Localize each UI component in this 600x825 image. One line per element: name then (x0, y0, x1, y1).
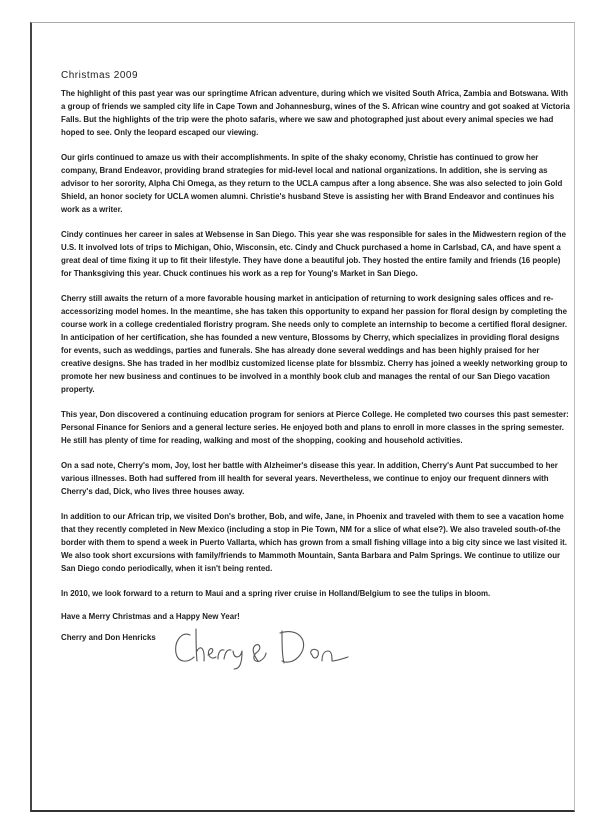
paragraph-travels: In addition to our African trip, we visited Don's brother, Bob, and wife, Jane, in Phoenix and traveled with them to see a vacation home that they recently completed in New Mexico (including a stop in Pie Town, NM for a slice of what else?). We also traveled south-of-the border with them to spend a week in Puerto Vallarta, which has grown from a small fishing village into a big city since we last visited it. We also took short excursions with family/friends to Mammoth Mountain, Santa Barbara and Palm Springs. We continue to utilize our San Diego condo periodically, when it isn't being rented. (61, 512, 567, 573)
paragraph-cherry: Cherry still awaits the return of a more favorable housing market in anticipation of returning to work designing sales offices and re-accessorizing model homes. In the meantime, she has taken this opportunity to expand her passion for floral design by completing the course work in a college credentialed floristry program. She needs only to complete an internship to become a certified floral designer. In anticipation of her certification, she has founded a new venture, Blossoms by Cherry, which specializes in providing floral designs for events, such as weddings, parties and funerals. She has already done several weddings and has been highly praised for her creative designs. She has traded in her modlbiz customized license plate for blssmbiz. Cherry has joined a weekly networking group to promote her new business and continues to be involved in a monthly book club and manages the rental of our San Diego vacation property. (61, 294, 568, 394)
paragraph-girls: Our girls continued to amaze us with their accomplishments. In spite of the shaky economy, Christie has continued to grow her company, Brand Endeavor, providing brand strategies for mid-level local and national organizations. In addition, she is serving as advisor to her sorority, Alpha Chi Omega, as they return to the UCLA campus after a long absence. She was also selected to join Gold Shield, an honor society for UCLA women alumni. Christie's husband Steve is assisting her with Brand Endeavor and continues his work as a writer. (61, 153, 563, 214)
paragraph-cindy: Cindy continues her career in sales at Websense in San Diego. This year she was responsible for sales in the Midwestern region of the U.S. It involved lots of trips to Michigan, Ohio, Wisconsin, etc. Cindy and Chuck purchased a home in Carlsbad, CA, and have spent a great deal of time fixing it up to fit their lifestyle. They have done a beautiful job. They hosted the entire family and friends (16 people) for Thanksgiving this year. Chuck continues his work as a rep for Young's Market in San Diego. (61, 230, 567, 278)
paragraph-africa: The highlight of this past year was our springtime African adventure, during which we visited South Africa, Zambia and Botswana. With a group of friends we sampled city life in Cape Town and Johannesburg, wines of the S. African wine country and got soaked at Victoria Falls. But the highlights of the trip were the photo safaris, where we saw and photographed just about every animal species we had hoped to see. Only the leopard escaped our viewing. (61, 89, 570, 137)
signoff-row (61, 631, 571, 671)
paragraph-sad-note: On a sad note, Cherry's mom, Joy, lost her battle with Alzheimer's disease this year. In addition, Cherry's Aunt Pat succumbed to her various illnesses. Both had suffered from ill health for several years. Nevertheless, we continue to enjoy our frequent dinners with Cherry's dad, Dick, who lives three houses away. (61, 461, 558, 496)
letter-heading: Christmas 2009 (61, 70, 139, 81)
letter-body (61, 70, 571, 671)
signoff-names: Cherry and Don Henricks (61, 633, 156, 642)
handwritten-signature (170, 623, 360, 671)
paragraph-2010: In 2010, we look forward to a return to Maui and a spring river cruise in Holland/Belgium to see the tulips in bloom. (61, 589, 491, 598)
holiday-greeting: Have a Merry Christmas and a Happy New Year! (61, 612, 240, 621)
paragraph-don: This year, Don discovered a continuing education program for seniors at Pierce College. He completed two courses this past semester: Personal Finance for Seniors and a general lecture series. He enjoyed both and plans to enroll in more classes in the spring semester. He still has plenty of time for reading, walking and most of the shopping, cooking and household activities. (61, 410, 569, 445)
